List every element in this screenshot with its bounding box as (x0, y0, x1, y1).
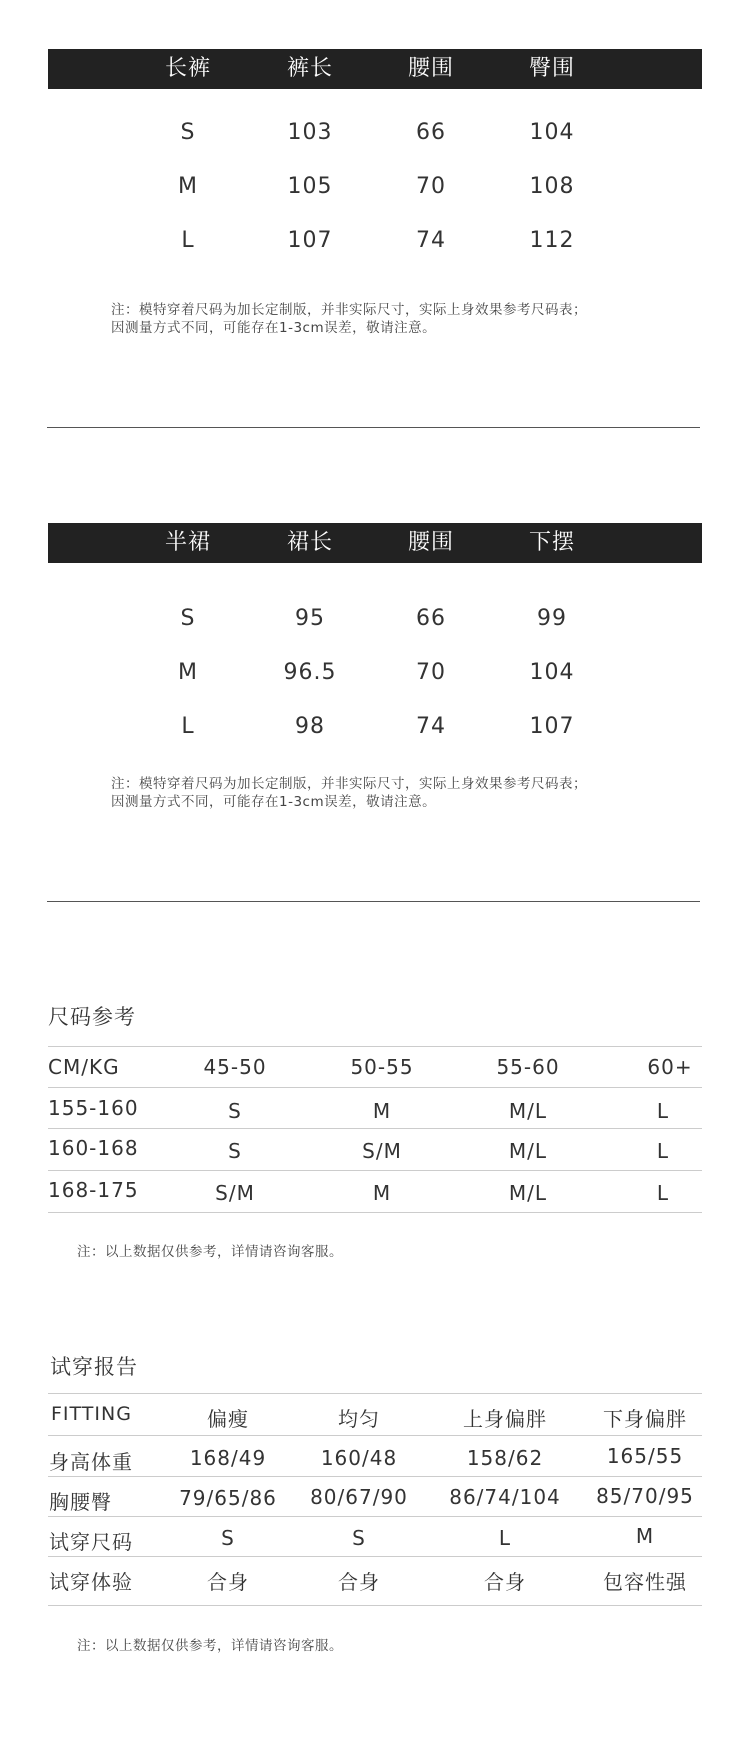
size-ref-cell: L (656, 1139, 670, 1163)
skirt-header-bar (48, 523, 702, 563)
fitting-cell: 包容性强 (603, 1570, 687, 1594)
fitting-rule (48, 1393, 702, 1394)
fitting-note: 注：以上数据仅供参考，详情请咨询客服。 (77, 1638, 343, 1654)
size-ref-rule (48, 1212, 702, 1213)
size-ref-cell: S/M (362, 1139, 402, 1163)
pants-note-line2: 因测量方式不同，可能存在1-3cm误差，敬请注意。 (111, 320, 437, 336)
section-divider (47, 427, 700, 428)
skirt-header-cell: 半裙 (164, 530, 211, 555)
skirt-header-cell: 裙长 (286, 530, 333, 555)
size-ref-cell: L (656, 1099, 670, 1123)
fitting-cell: 160/48 (320, 1446, 398, 1470)
pants-cell: 108 (529, 174, 575, 199)
fitting-cell: 80/67/90 (310, 1485, 408, 1509)
size-ref-cell: M (372, 1099, 392, 1123)
pants-header-cell: 裤长 (286, 56, 333, 81)
fitting-row-label: 胸腰臀 (49, 1490, 112, 1514)
fitting-header-cell: 下身偏胖 (603, 1407, 687, 1431)
size-ref-cell: M (372, 1181, 392, 1205)
skirt-cell: L (181, 714, 195, 739)
size-ref-header-cell: 50-55 (350, 1055, 414, 1079)
size-ref-row-label: 155-160 (48, 1096, 139, 1120)
pants-note (111, 301, 587, 337)
size-ref-cell: M/L (508, 1139, 548, 1163)
skirt-header-cell: 腰围 (407, 530, 454, 555)
fitting-cell: 158/62 (466, 1446, 544, 1470)
pants-cell: 107 (287, 228, 333, 253)
size-ref-rule (48, 1046, 702, 1047)
fitting-rule (48, 1605, 702, 1606)
pants-cell: 66 (416, 120, 446, 145)
fitting-rule (48, 1476, 702, 1477)
pants-note-line1: 注：模特穿着尺码为加长定制版，并非实际尺寸，实际上身效果参考尺码表； (111, 302, 587, 318)
fitting-cell: L (498, 1526, 512, 1550)
pants-header-cell: 长裤 (164, 56, 211, 81)
pants-cell: L (181, 228, 195, 253)
skirt-note-line2: 因测量方式不同，可能存在1-3cm误差，敬请注意。 (111, 794, 437, 810)
fitting-cell: S (221, 1526, 235, 1550)
skirt-cell: 74 (416, 714, 446, 739)
fitting-cell: 合身 (207, 1570, 249, 1594)
size-ref-rule (48, 1087, 702, 1088)
skirt-cell: 98 (295, 714, 325, 739)
size-ref-header-cell: 55-60 (496, 1055, 560, 1079)
fitting-cell: 165/55 (606, 1444, 684, 1468)
skirt-cell: 66 (416, 606, 446, 631)
size-ref-cell: S (228, 1139, 242, 1163)
fitting-rule (48, 1516, 702, 1517)
size-ref-cell: L (656, 1181, 670, 1205)
fitting-cell: S (352, 1526, 366, 1550)
size-ref-note: 注：以上数据仅供参考，详情请咨询客服。 (77, 1244, 343, 1260)
skirt-cell: 96.5 (283, 660, 337, 685)
skirt-cell: M (178, 660, 198, 685)
fitting-header-cell: 上身偏胖 (463, 1407, 547, 1431)
pants-cell: 70 (416, 174, 446, 199)
size-ref-cell: M/L (508, 1181, 548, 1205)
pants-header-bar (48, 49, 702, 89)
skirt-note (111, 775, 587, 811)
fitting-cell: M (635, 1524, 655, 1548)
fitting-title: 试穿报告 (50, 1355, 138, 1379)
pants-cell: 103 (287, 120, 333, 145)
size-ref-row-label: 168-175 (48, 1178, 139, 1202)
size-ref-cell: S (228, 1099, 242, 1123)
size-ref-rule (48, 1128, 702, 1129)
fitting-rule (48, 1435, 702, 1436)
size-ref-header-cell: CM/KG (48, 1055, 120, 1079)
fitting-row-label: 身高体重 (49, 1450, 133, 1474)
pants-cell: S (180, 120, 196, 145)
pants-cell: 104 (529, 120, 575, 145)
size-ref-header-cell: 45-50 (203, 1055, 267, 1079)
pants-cell: 112 (529, 228, 575, 253)
fitting-header-cell: 偏瘦 (207, 1407, 249, 1431)
fitting-row-label: 试穿尺码 (49, 1530, 133, 1554)
skirt-header-cell: 下摆 (528, 530, 575, 555)
fitting-cell: 168/49 (189, 1446, 267, 1470)
pants-cell: 74 (416, 228, 446, 253)
fitting-header-cell: 均匀 (338, 1407, 380, 1431)
fitting-cell: 86/74/104 (449, 1485, 561, 1509)
skirt-cell: 107 (529, 714, 575, 739)
fitting-rule (48, 1556, 702, 1557)
skirt-cell: 104 (529, 660, 575, 685)
fitting-cell: 合身 (484, 1570, 526, 1594)
skirt-cell: 70 (416, 660, 446, 685)
size-ref-rule (48, 1170, 702, 1171)
pants-cell: M (178, 174, 198, 199)
pants-header-cell: 臀围 (528, 56, 575, 81)
fitting-cell: 合身 (338, 1570, 380, 1594)
skirt-cell: 95 (295, 606, 325, 631)
skirt-cell: 99 (537, 606, 567, 631)
size-ref-cell: S/M (215, 1181, 255, 1205)
pants-header-cell: 腰围 (407, 56, 454, 81)
fitting-cell: 85/70/95 (596, 1484, 694, 1508)
size-ref-title: 尺码参考 (48, 1005, 136, 1029)
fitting-cell: 79/65/86 (179, 1486, 277, 1510)
size-ref-row-label: 160-168 (48, 1136, 139, 1160)
fitting-header-cell: FITTING (51, 1403, 132, 1425)
skirt-note-line1: 注：模特穿着尺码为加长定制版，并非实际尺寸，实际上身效果参考尺码表； (111, 776, 587, 792)
section-divider (47, 901, 700, 902)
pants-cell: 105 (287, 174, 333, 199)
skirt-cell: S (180, 606, 196, 631)
size-ref-header-cell: 60+ (647, 1055, 693, 1079)
fitting-row-label: 试穿体验 (49, 1570, 133, 1594)
size-ref-cell: M/L (508, 1099, 548, 1123)
